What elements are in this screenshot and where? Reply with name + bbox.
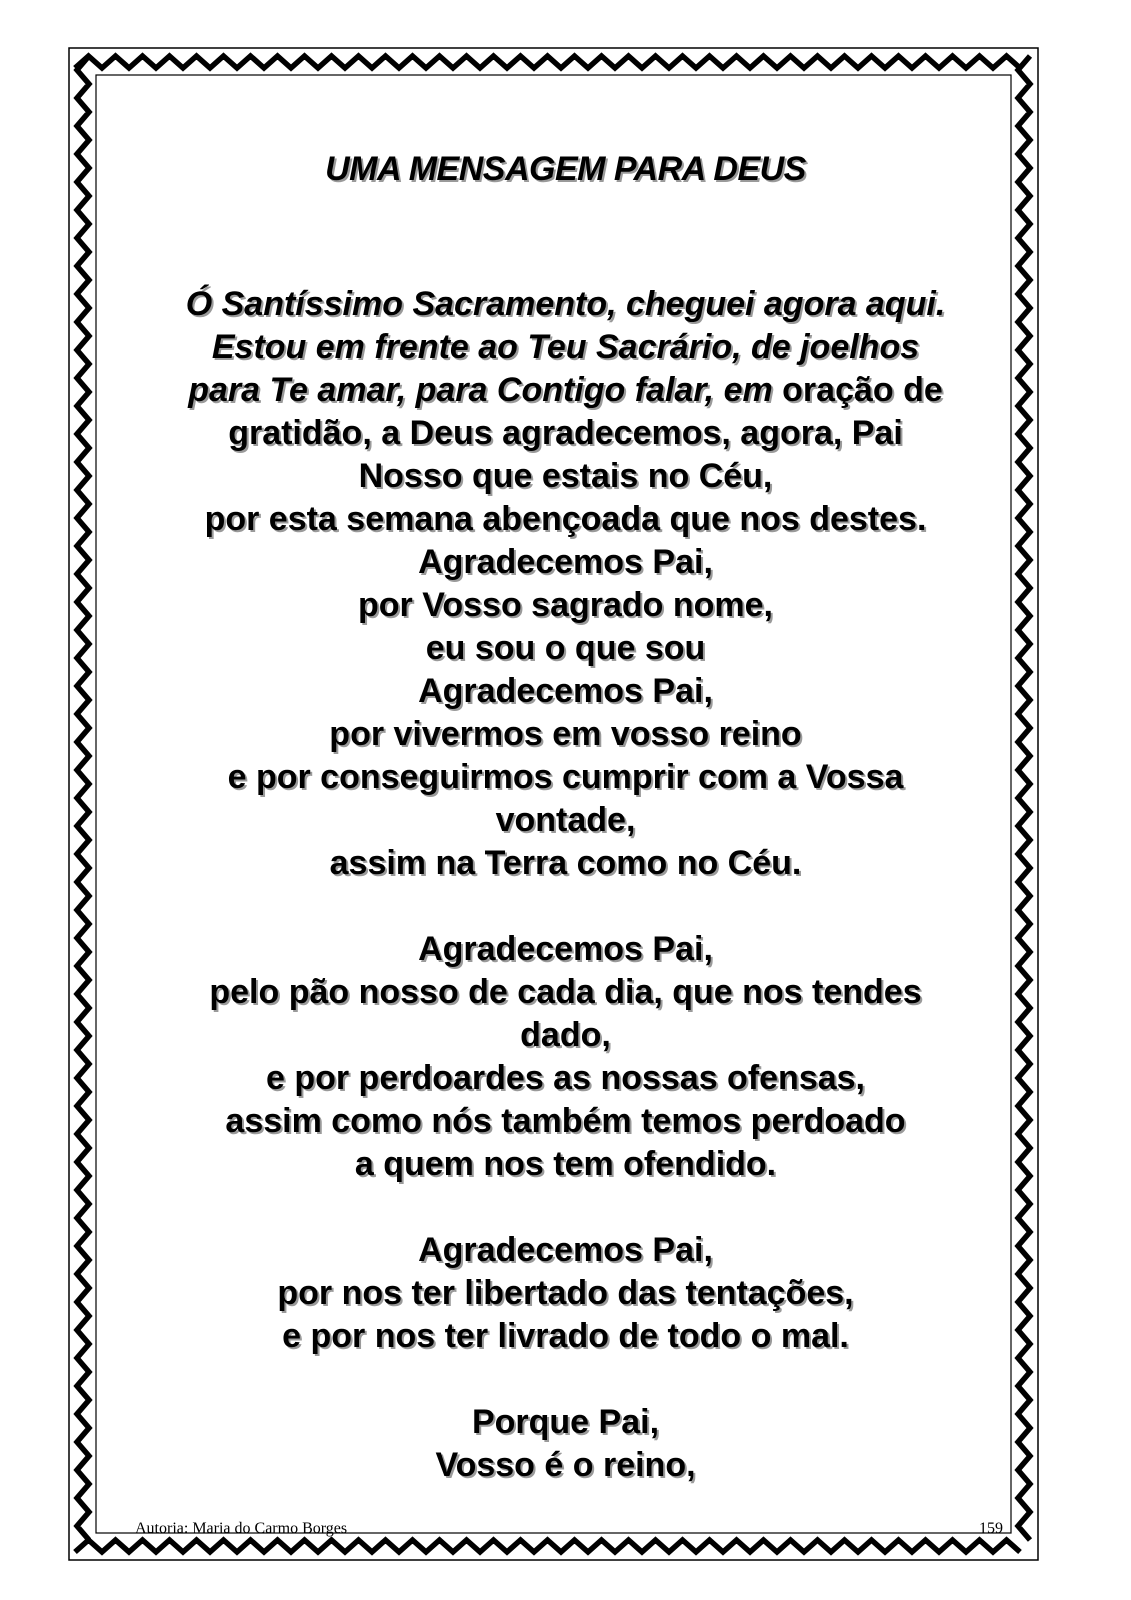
italic-segment: Estou em frente ao Teu Sacrário, de joelhos <box>211 328 920 366</box>
text-line <box>130 1014 1001 1057</box>
italic-segment: Ó Santíssimo Sacramento, cheguei agora aqui. <box>185 285 946 323</box>
normal-segment: gratidão, a Deus agradecemos, agora, Pai <box>228 414 903 452</box>
normal-segment: dado, <box>520 1016 611 1054</box>
text-line <box>130 1229 1001 1272</box>
footer-author: Autoria: Maria do Carmo Borges <box>135 1520 348 1537</box>
page-title: UMA MENSAGEM PARA DEUS <box>325 150 806 188</box>
normal-segment: e por conseguirmos cumprir com a Vossa <box>227 758 904 796</box>
text-line <box>130 627 1001 670</box>
text-line <box>130 1143 1001 1186</box>
paragraph-gap <box>130 885 1001 928</box>
right-zigzag <box>1018 56 1030 1540</box>
text-line <box>130 928 1001 971</box>
text-line <box>130 1100 1001 1143</box>
normal-segment: pelo pão nosso de cada dia, que nos tendes <box>209 973 922 1011</box>
normal-segment: por nos ter libertado das tentações, <box>277 1274 854 1312</box>
top-zigzag <box>75 56 1020 68</box>
italic-segment: para Te amar, para Contigo falar, em <box>188 371 773 409</box>
text-line <box>130 799 1001 842</box>
text-line <box>130 670 1001 713</box>
normal-segment: Agradecemos Pai, <box>418 543 713 581</box>
normal-segment: eu sou o que sou <box>425 629 706 667</box>
text-line <box>130 713 1001 756</box>
text-line <box>130 283 1001 326</box>
normal-segment: Agradecemos Pai, <box>418 672 713 710</box>
text-line <box>130 842 1001 885</box>
prayer-text <box>130 283 1001 1487</box>
page-number: 159 <box>979 1520 1003 1537</box>
text-line <box>130 1315 1001 1358</box>
normal-segment: por Vosso sagrado nome, <box>357 586 773 624</box>
bottom-zigzag <box>75 1540 1020 1552</box>
text-line <box>130 541 1001 584</box>
normal-segment: Vosso é o reino, <box>435 1446 696 1484</box>
text-line <box>130 369 1001 412</box>
text-line <box>130 756 1001 799</box>
text-line <box>130 1444 1001 1487</box>
paragraph-gap <box>130 1358 1001 1401</box>
normal-segment: e por nos ter livrado de todo o mal. <box>282 1317 849 1355</box>
text-line <box>130 1401 1001 1444</box>
text-line <box>130 1057 1001 1100</box>
normal-segment: Nosso que estais no Céu, <box>358 457 773 495</box>
normal-segment: vontade, <box>495 801 636 839</box>
text-line <box>130 326 1001 369</box>
text-line <box>130 498 1001 541</box>
normal-segment: por vivermos em vosso reino <box>329 715 802 753</box>
text-line <box>130 412 1001 455</box>
normal-segment: por esta semana abençoada que nos destes. <box>204 500 927 538</box>
normal-segment: Agradecemos Pai, <box>418 1231 713 1269</box>
normal-segment: Porque Pai, <box>471 1403 660 1441</box>
text-line <box>130 455 1001 498</box>
normal-segment: Agradecemos Pai, <box>418 930 713 968</box>
normal-segment: oração de <box>772 371 943 409</box>
text-line <box>130 584 1001 627</box>
normal-segment: e por perdoardes as nossas ofensas, <box>265 1059 866 1097</box>
left-zigzag <box>77 56 89 1540</box>
text-line <box>130 971 1001 1014</box>
paragraph-gap <box>130 1186 1001 1229</box>
normal-segment: assim como nós também temos perdoado <box>225 1102 906 1140</box>
text-line <box>130 1272 1001 1315</box>
normal-segment: a quem nos tem ofendido. <box>354 1145 777 1183</box>
normal-segment: assim na Terra como no Céu. <box>329 844 802 882</box>
